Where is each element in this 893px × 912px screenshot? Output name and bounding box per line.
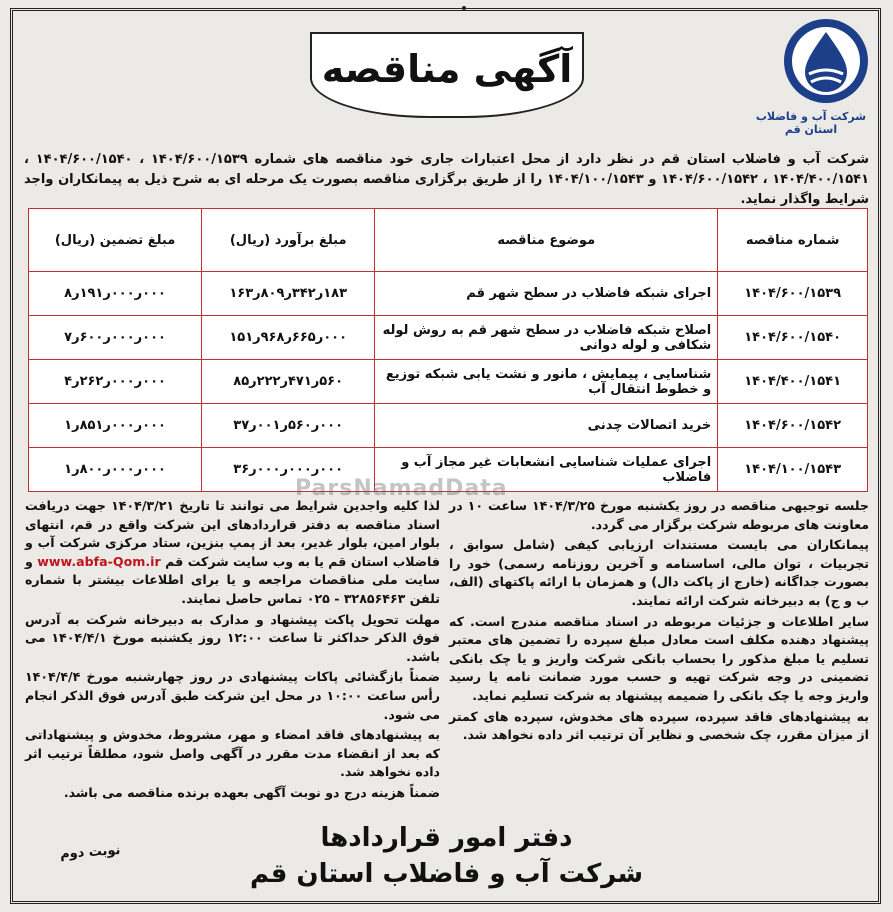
table-header-row bbox=[29, 209, 868, 272]
cell-subject: اجرای شبکه فاضلاب در سطح شهر قم bbox=[375, 272, 718, 316]
paragraph-cost: ضمناً هزینه درج دو نوبت آگهی بعهده برنده مناقصه می باشد. bbox=[63, 784, 440, 800]
table-row bbox=[29, 360, 868, 404]
cell-estimate: ۰۰۰ر۰۰۰ر۰۰۰ر۳۶ bbox=[202, 448, 375, 492]
cell-guarantee: ۰۰۰ر۰۰۰ر۱۹۱ر۸ bbox=[29, 272, 202, 316]
intro-paragraph: شرکت آب و فاضلاب استان قم در نظر دارد از محل اعتبارات جاری خود مناقصه های شماره ۱۴۰۴/۶۰۰/۱۵۳۹ ، ۱۴۰۴/۶۰۰/۱۵۴۰ ، ۱۴۰۴/۴۰۰/۱۵۴۱ ، ۱۴۰۴/۶۰۰/۱۵۴۲ و ۱۴۰۴/۱۰۰/۱۵۴۳ را از طریق برگزاری مناقصه بصورت یک مرحله ای به شرح ذیل به پیمانکاران واجد شرایط واگذار نماید. bbox=[24, 152, 870, 207]
tender-table bbox=[28, 208, 868, 492]
paragraph-invalid-deposit: به پیشنهادهای فاقد سپرده، سپرده های مخدوش، سپرده های کمتر از میزان مقرر، چک شخصی و نظایر آن ترتیب اثر داده نخواهد شد. bbox=[449, 708, 869, 743]
water-drop-logo-icon bbox=[781, 16, 871, 106]
cell-guarantee: ۰۰۰ر۰۰۰ر۸۵۱ر۱ bbox=[29, 404, 202, 448]
cell-estimate: ۱۸۳ر۳۴۲ر۸۰۹ر۱۶۳ bbox=[202, 272, 375, 316]
cell-subject: اجرای عملیات شناسایی انشعابات غیر مجاز آب و فاضلاب bbox=[375, 448, 718, 492]
cell-number: ۱۴۰۴/۱۰۰/۱۵۴۳ bbox=[718, 448, 868, 492]
footer-signature bbox=[0, 820, 893, 892]
paragraph-qualification: پیمانکاران می بایست مستندات ارزیابی کیفی (شامل سوابق ، تجربیات ، توان مالی، اساسنامه و آخرین روزنامه رسمی) خود را بصورت جداگانه (خارج از پاکت دال) و همزمان با ارائه پاکتهای (الف، ب و ج) به دبیرخانه شرکت ارائه نمایند. bbox=[449, 537, 869, 608]
footer-line1: دفتر امور قراردادها bbox=[320, 823, 573, 853]
table-row bbox=[29, 272, 868, 316]
paragraph-deadline: مهلت تحویل پاکت پیشنهاد و مدارک به دبیرخانه شرکت به آدرس فوق الذکر حداکثر تا ساعت ۱۲:۰۰ روز یکشنبه مورخ ۱۴۰۴/۴/۱ می باشد. bbox=[25, 611, 440, 664]
cell-number: ۱۴۰۴/۴۰۰/۱۵۴۱ bbox=[718, 360, 868, 404]
table-row bbox=[29, 404, 868, 448]
header-subject: موضوع مناقصه bbox=[375, 209, 718, 272]
paragraph-deposit: سایر اطلاعات و جزئیات مربوطه در اسناد مناقصه مندرج است. که پیشنهاد دهنده مکلف است معادل مبلغ سپرده را تضمین های معتبر تسلیم یا مبلغ مذکور را بحساب بانکی شرکت واریز و یا چک بانکی تضمینی در وجه شرکت تهیه و حسب مورد ضمانت نامه یا رسید واریز وجه یا چک بانکی را ضمیمه پیشنهاد به شرکت تسلیم نماید. bbox=[449, 613, 869, 703]
cell-guarantee: ۰۰۰ر۰۰۰ر۸۰۰ر۱ bbox=[29, 448, 202, 492]
header-guarantee: مبلغ تضمین (ریال) bbox=[29, 209, 202, 272]
header-estimate: مبلغ برآورد (ریال) bbox=[202, 209, 375, 272]
cell-estimate: ۰۰۰ر۶۶۵ر۹۶۸ر۱۵۱ bbox=[202, 316, 375, 360]
cell-subject: خرید اتصالات چدنی bbox=[375, 404, 718, 448]
cell-guarantee: ۰۰۰ر۰۰۰ر۲۶۲ر۴ bbox=[29, 360, 202, 404]
website-link[interactable]: www.abfa-Qom.ir bbox=[37, 553, 161, 569]
cell-guarantee: ۰۰۰ر۰۰۰ر۶۰۰ر۷ bbox=[29, 316, 202, 360]
company-logo bbox=[755, 16, 871, 136]
paragraph-briefing: جلسه توجیهی مناقصه در روز یکشنبه مورخ ۱۴۰۴/۳/۲۵ ساعت ۱۰ در معاونت های مربوطه شرکت برگزار می گردد. bbox=[449, 498, 869, 532]
cell-subject: شناسایی ، پیمایش ، مانور و نشت یابی شبکه توزیع و خطوط انتقال آب bbox=[375, 360, 718, 404]
page-title: آگهی مناقصه bbox=[310, 32, 584, 118]
documents-text-a: لذا کلیه واجدین شرایط می توانند تا تاریخ ۱۴۰۴/۳/۲۱ جهت دریافت اسناد مناقصه به دفتر قراردادهای این شرکت واقع در قم، انتهای بلوار امین، بلوار غدیر، بعد از پمپ بنزین، ستاد مرکزی شرکت آب و فاضلاب استان قم یا به وب سایت شرکت قم bbox=[25, 498, 440, 569]
header-number: شماره مناقصه bbox=[718, 209, 868, 272]
footer-line2: شرکت آب و فاضلاب استان قم bbox=[249, 859, 644, 889]
watermark-text: ParsNamadData bbox=[295, 476, 508, 501]
paragraph-documents bbox=[25, 497, 440, 609]
cell-subject: اصلاح شبکه فاضلاب در سطح شهر قم به روش لوله شکافی و لوله دوانی bbox=[375, 316, 718, 360]
paragraph-rejection: به پیشنهادهای فاقد امضاء و مهر، مشروط، مخدوش و پیشنهاداتی که بعد از انقضاء مدت مقرر در آگهی واصل شود، مطلقاً ترتیب اثر داده نخواهد شد. bbox=[25, 727, 440, 780]
documents-text-b: و سایت ملی مناقصات مراجعه و یا برای اطلاعات بیشتر با شماره تلفن ۳۲۸۵۶۴۶۳ - ۰۲۵ تماس حاصل نمایند. bbox=[25, 553, 440, 606]
cell-estimate: ۵۶۰ر۴۷۱ر۲۲۲ر۸۵ bbox=[202, 360, 375, 404]
logo-caption: شرکت آب و فاضلاب استان قم bbox=[755, 110, 867, 136]
publication-note: نوبت دوم bbox=[59, 842, 121, 863]
table-row bbox=[29, 448, 868, 492]
cell-number: ۱۴۰۴/۶۰۰/۱۵۳۹ bbox=[718, 272, 868, 316]
cell-number: ۱۴۰۴/۶۰۰/۱۵۴۰ bbox=[718, 316, 868, 360]
right-column bbox=[449, 497, 869, 747]
left-column bbox=[25, 497, 440, 805]
paragraph-opening: ضمناً بازگشائی پاکات پیشنهادی در روز چهارشنبه مورخ ۱۴۰۴/۴/۴ رأس ساعت ۱۰:۰۰ در محل این شرکت طبق آدرس فوق الذکر انجام می شود. bbox=[25, 669, 440, 722]
cell-number: ۱۴۰۴/۶۰۰/۱۵۴۲ bbox=[718, 404, 868, 448]
table-row bbox=[29, 316, 868, 360]
cell-estimate: ۰۰۰ر۵۶۰ر۰۰۱ر۳۷ bbox=[202, 404, 375, 448]
